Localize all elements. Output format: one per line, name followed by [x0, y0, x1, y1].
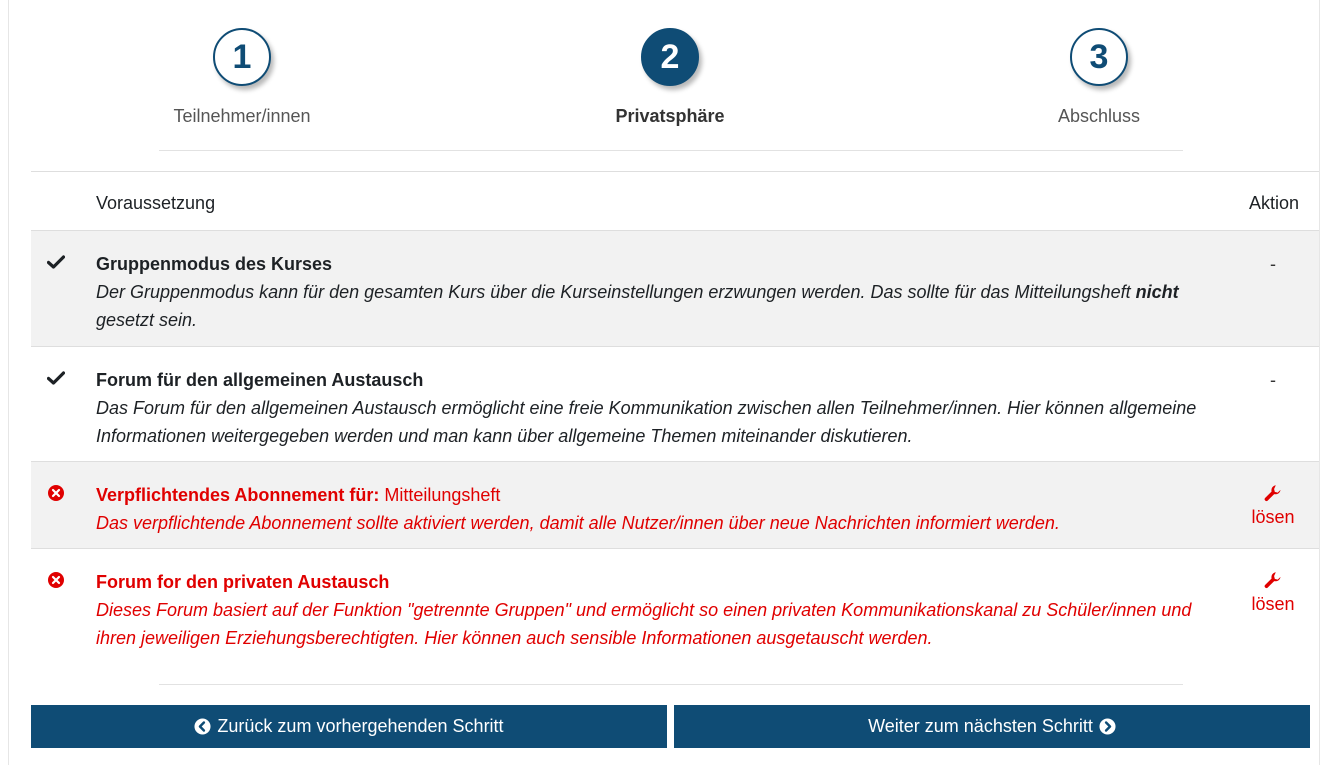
description-emphasis: nicht — [1135, 282, 1179, 302]
column-header-requirement: Voraussetzung — [96, 193, 216, 213]
stepper-divider — [159, 150, 1183, 151]
check-icon — [47, 369, 65, 387]
chevron-left-circle-icon — [194, 718, 211, 735]
requirement-cell — [96, 568, 1206, 652]
step-1 — [122, 28, 362, 127]
requirement-description: Dieses Forum basiert auf der Funktion "getrennte Gruppen" und ermöglicht so einen privaten Kommunikationskanal zu Schüler/innen und ihren jeweiligen Erziehungsberechtigten. Hier können auch sensible Informationen ausgetauscht werden. — [96, 600, 1192, 648]
bottom-divider — [159, 684, 1183, 685]
requirement-cell — [96, 366, 1206, 450]
requirement-title: Forum für den allgemeinen Austausch — [96, 370, 424, 390]
wrench-icon — [1263, 483, 1283, 503]
fix-label: lösen — [1251, 594, 1295, 614]
requirement-title: Forum for den privaten Austausch — [96, 572, 390, 592]
requirement-cell — [96, 481, 1206, 537]
step-2-label: Privatsphäre — [615, 106, 725, 126]
previous-step-label: Zurück zum vorhergehenden Schritt — [217, 716, 504, 736]
description-text-end: gesetzt sein. — [96, 310, 198, 330]
table-row — [31, 462, 1319, 549]
requirement-title: Verpflichtendes Abonnement für: — [96, 485, 380, 505]
step-3 — [979, 28, 1219, 127]
step-2 — [550, 28, 790, 127]
requirement-title: Gruppenmodus des Kurses — [96, 254, 333, 274]
stepper — [9, 0, 1319, 172]
fix-link[interactable] — [1227, 483, 1319, 531]
step-2-circle: 2 — [641, 28, 699, 86]
requirement-description: Das Forum für den allgemeinen Austausch ermöglicht eine freie Kommunikation zwischen allen Teilnehmer/innen. Hier können allgemeine Informationen weitergegeben werden und man kann über allgemeine Themen miteinander diskutieren. — [96, 398, 1197, 446]
description-text: Der Gruppenmodus kann für den gesamten Kurs über die Kurseinstellungen erzwungen werden. Das sollte für das Mitteilungsheft — [96, 282, 1136, 302]
action-cell — [1227, 481, 1319, 531]
error-icon — [47, 571, 65, 589]
error-icon — [47, 484, 65, 502]
check-icon — [47, 253, 65, 271]
fix-label: lösen — [1251, 507, 1295, 527]
action-cell: - — [1270, 254, 1276, 274]
step-3-label: Abschluss — [1057, 106, 1141, 126]
next-step-label: Weiter zum nächsten Schritt — [868, 716, 1093, 736]
action-cell — [1227, 568, 1319, 618]
table-row — [31, 231, 1319, 347]
requirements-table — [31, 171, 1319, 685]
step-1-label: Teilnehmer/innen — [173, 106, 311, 126]
chevron-right-circle-icon — [1099, 718, 1116, 735]
fix-link[interactable] — [1227, 570, 1319, 618]
step-3-circle: 3 — [1070, 28, 1128, 86]
requirement-cell — [96, 250, 1206, 334]
step-1-circle: 1 — [213, 28, 271, 86]
wizard-frame — [8, 0, 1320, 765]
requirement-title-line — [96, 481, 1206, 509]
requirement-description: Das verpflichtende Abonnement sollte aktiviert werden, damit alle Nutzer/innen über neue Nachrichten informiert werden. — [96, 513, 1060, 533]
requirement-description — [96, 278, 1206, 334]
requirement-title-value: Mitteilungsheft — [379, 485, 501, 505]
column-header-action: Aktion — [1248, 193, 1299, 213]
wrench-icon — [1263, 570, 1283, 590]
action-cell: - — [1270, 370, 1276, 390]
previous-step-button[interactable] — [31, 705, 667, 748]
table-row — [31, 549, 1319, 685]
table-header — [31, 172, 1319, 231]
next-step-button[interactable] — [674, 705, 1310, 748]
table-row — [31, 347, 1319, 462]
